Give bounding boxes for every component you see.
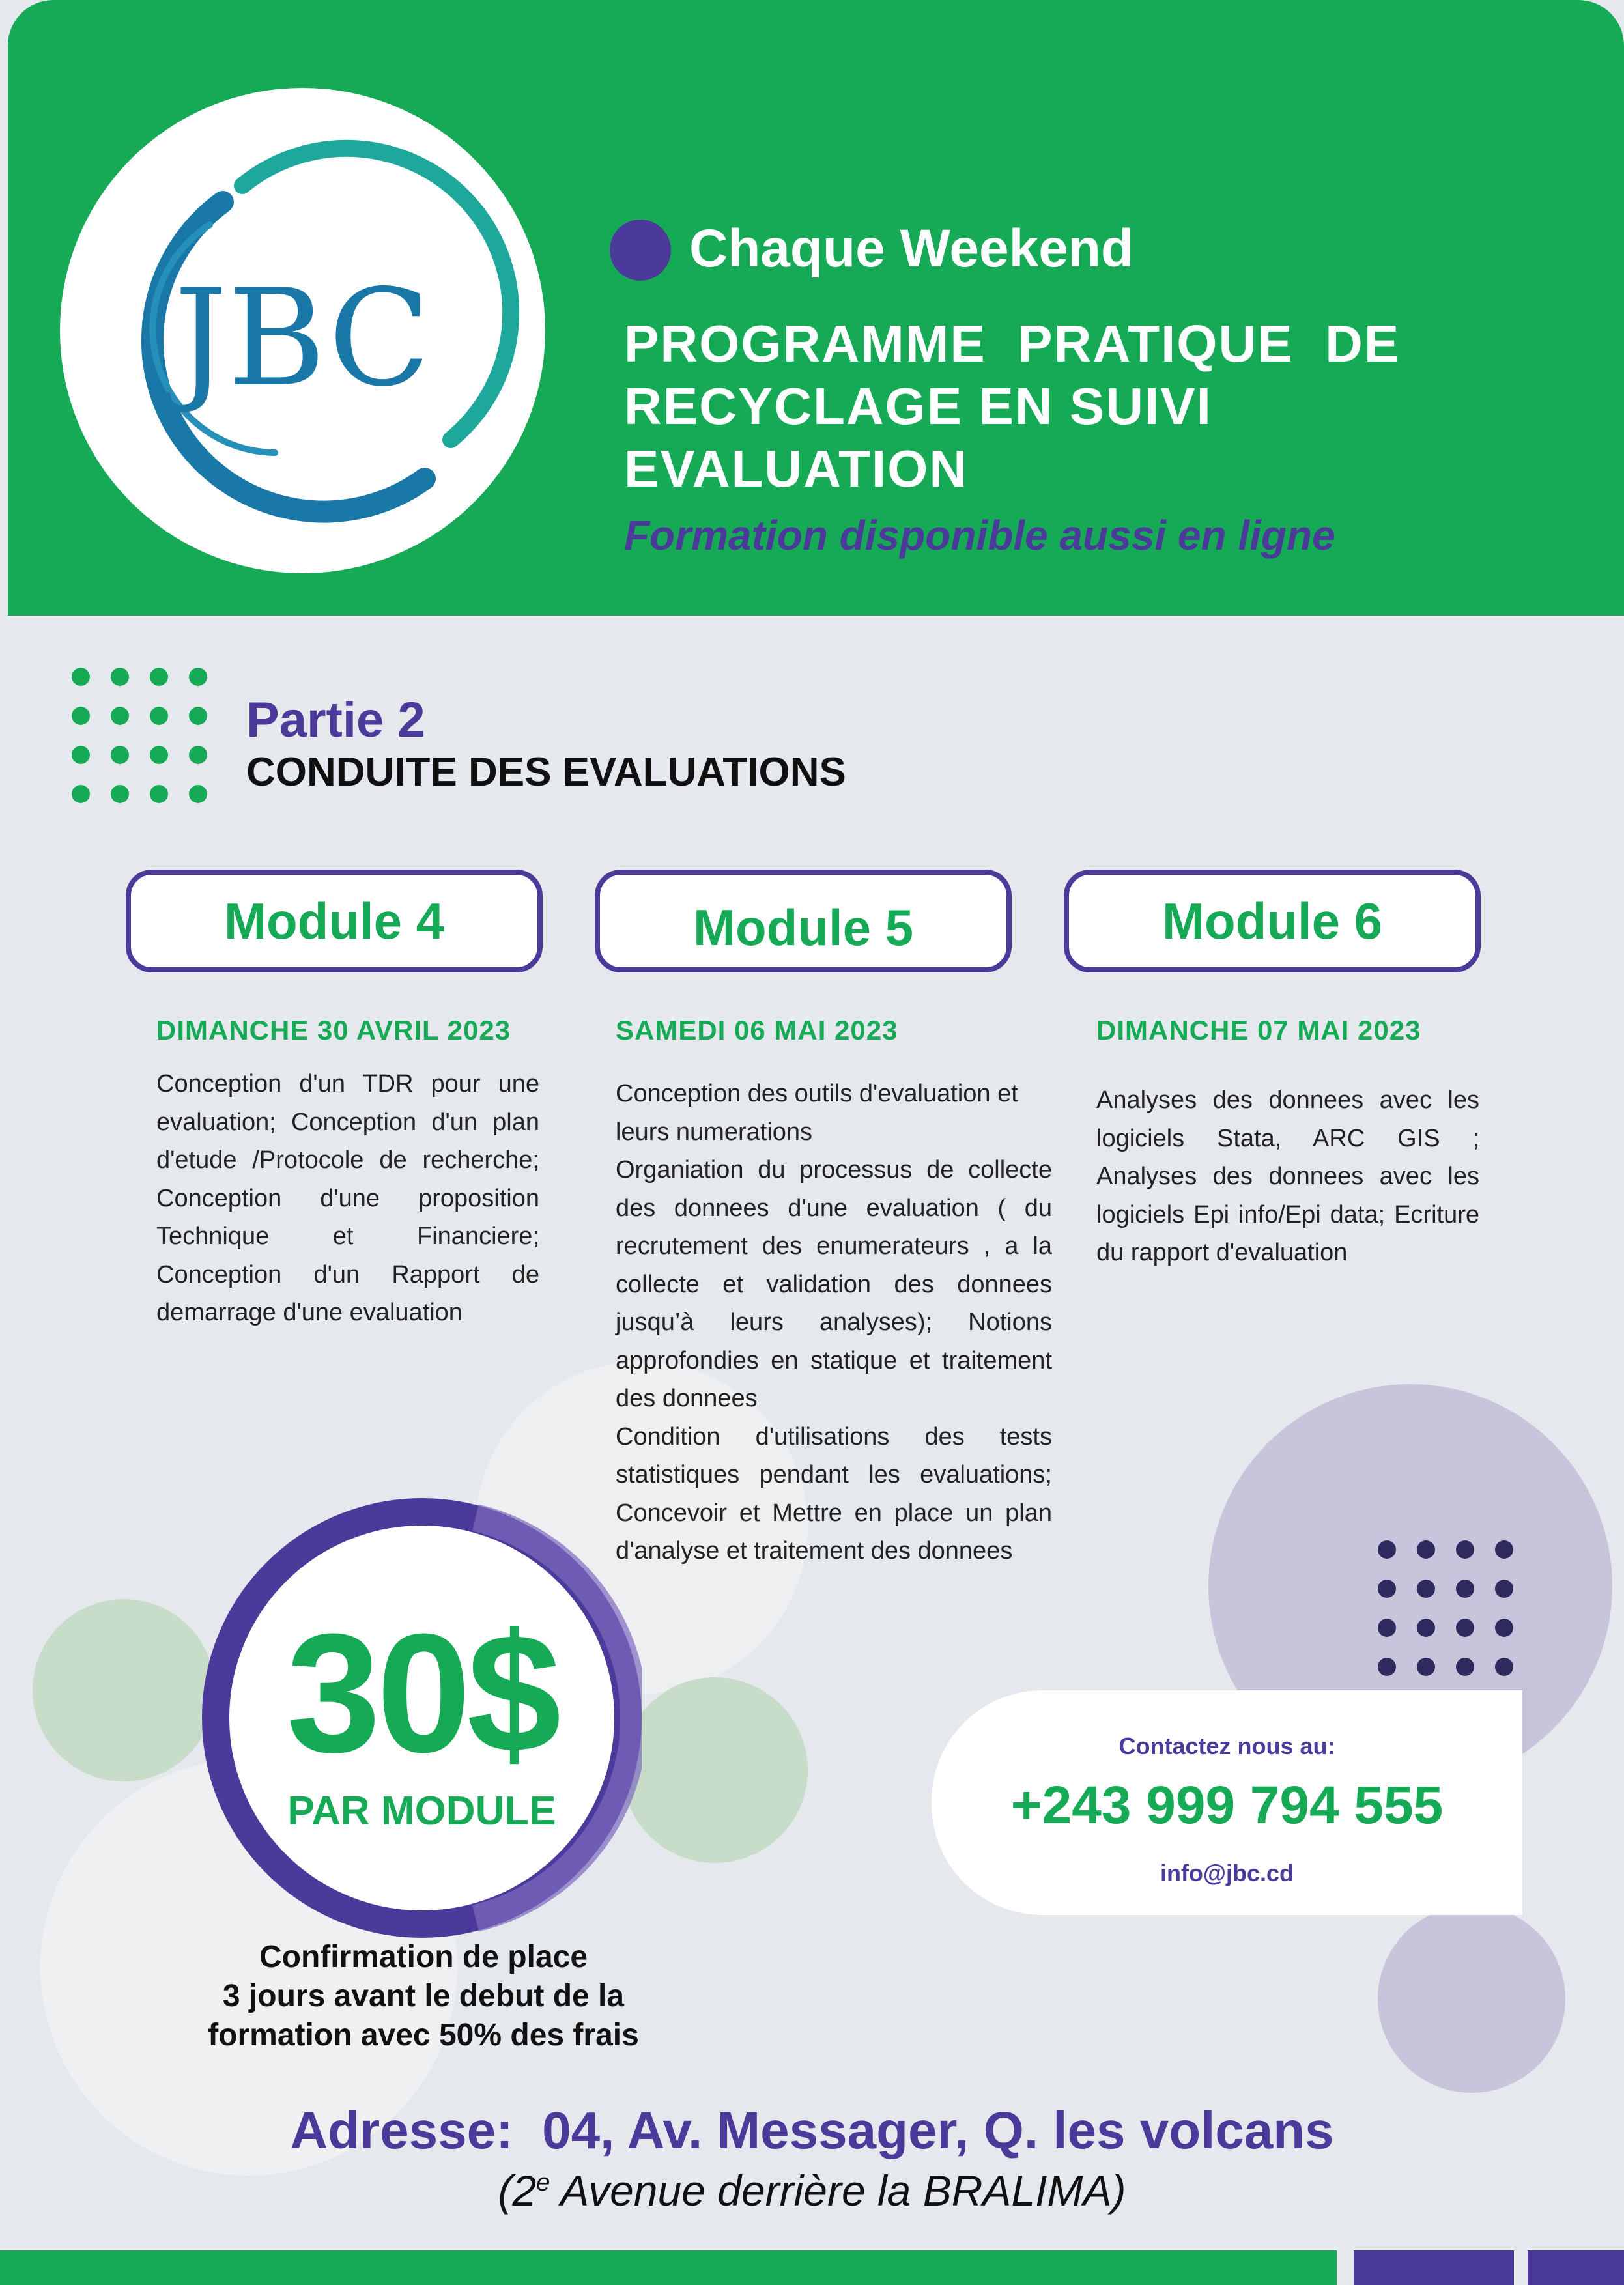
program-title-line: EVALUATION (624, 440, 969, 498)
dot-grid-purple (1378, 1540, 1513, 1676)
address-line: Adresse: 04, Av. Messager, Q. les volcans (290, 2101, 1334, 2159)
module-5-description-line: Conception des outils d'evaluation et leurs numerations (616, 1080, 1018, 1146)
module-label: Module 5 (692, 898, 913, 956)
dot (1378, 1580, 1396, 1598)
dot (150, 746, 168, 764)
module-6-box (1064, 870, 1481, 972)
dot (189, 785, 207, 803)
dot (1378, 1619, 1396, 1637)
dot (1495, 1658, 1513, 1676)
contact-phone[interactable]: +243 999 794 555 (1010, 1776, 1444, 1835)
dot (189, 668, 207, 686)
bullet-dot (610, 220, 671, 281)
module-6-description: Analyses des donnees avec les logiciels Stata, ARC GIS ; Analyses des donnees avec les logiciels Epi info/Epi data; Ecriture du rapport d'evaluation (1096, 1086, 1479, 1266)
dot (189, 707, 207, 725)
footer-bar-purple (1354, 2250, 1514, 2285)
logo (60, 88, 545, 573)
confirmation-note (130, 1938, 717, 2055)
program-subtitle: Formation disponible aussi en ligne (624, 512, 1335, 559)
program-title (624, 313, 1471, 500)
confirmation-line: 3 jours avant le debut de la (222, 1979, 625, 2013)
program-title-line: PROGRAMME PRATIQUE DE (624, 315, 1401, 373)
confirmation-line: formation avec 50% des frais (208, 2018, 639, 2052)
dot (1495, 1540, 1513, 1559)
module-5-description-line: Organiation du processus de collecte des donnees d'une evaluation ( du recrutement des enumerateurs , a la collecte et validation des donnees jusqu’à leurs analyses); Notions approfondies en statique et traitement des donnees (616, 1156, 1052, 1412)
dot (72, 668, 90, 686)
dot (150, 668, 168, 686)
footer-bar-green (0, 2250, 1337, 2285)
decor-circle-green-right (622, 1677, 808, 1863)
logo-swoosh-icon (60, 88, 545, 573)
decor-circle-purple-small (1378, 1905, 1565, 2093)
section-part: Partie 2 (246, 692, 425, 748)
schedule-label: Chaque Weekend (689, 219, 1133, 278)
address-landmark-prefix: (2 (498, 2166, 537, 2215)
dot (1378, 1658, 1396, 1676)
dot (1456, 1540, 1474, 1559)
module-6-date: DIMANCHE 07 MAI 2023 (1096, 1015, 1421, 1045)
price-amount: 30$ (286, 1599, 558, 1788)
dot (111, 668, 129, 686)
dot (189, 746, 207, 764)
address-landmark-sup: e (536, 2169, 550, 2196)
dot (111, 785, 129, 803)
dot (1417, 1619, 1435, 1637)
section-title: CONDUITE DES EVALUATIONS (246, 750, 846, 795)
logo-text: JBC (174, 261, 431, 416)
module-5-date: SAMEDI 06 MAI 2023 (616, 1015, 898, 1045)
module-4-box (126, 870, 543, 972)
dot (111, 746, 129, 764)
confirmation-line: Confirmation de place (259, 1940, 588, 1974)
contact-email[interactable]: info@jbc.cd (1160, 1860, 1294, 1886)
price-unit: PAR MODULE (287, 1789, 556, 1834)
address-landmark (0, 2166, 1624, 2215)
dot (111, 707, 129, 725)
dot (1495, 1619, 1513, 1637)
dot (1417, 1540, 1435, 1559)
dot (150, 707, 168, 725)
decor-circle-green-left (33, 1599, 215, 1781)
dot (1456, 1580, 1474, 1598)
dot (150, 785, 168, 803)
module-label: Module 6 (1161, 892, 1382, 950)
dot (72, 785, 90, 803)
address-landmark-rest: Avenue derrière la BRALIMA) (550, 2166, 1126, 2215)
dot (1417, 1658, 1435, 1676)
dot (1417, 1580, 1435, 1598)
dot (1456, 1619, 1474, 1637)
module-5-description (616, 1075, 1052, 1570)
contact-label: Contactez nous au: (1118, 1733, 1335, 1759)
dot (1378, 1540, 1396, 1559)
dot (1456, 1658, 1474, 1676)
dot (72, 707, 90, 725)
module-5-description-line: Condition d'utilisations des tests statistiques pendant les evaluations; Concevoir et Mettre en place un plan d'analyse et traitement des donnees (616, 1423, 1052, 1565)
dot-grid-green (72, 668, 207, 803)
footer-bar-purple (1528, 2250, 1624, 2285)
module-label: Module 4 (223, 892, 444, 950)
program-title-line: RECYCLAGE EN SUIVI (624, 377, 1212, 435)
module-4-description: Conception d'un TDR pour une evaluation; Conception d'un plan d'etude /Protocole de recherche; Conception d'une proposition Technique et Financiere; Conception d'un Rapport de demarrage d'une evaluation (156, 1070, 539, 1326)
dot (1495, 1580, 1513, 1598)
module-5-box (595, 870, 1012, 972)
module-4-date: DIMANCHE 30 AVRIL 2023 (156, 1015, 511, 1045)
dot (72, 746, 90, 764)
